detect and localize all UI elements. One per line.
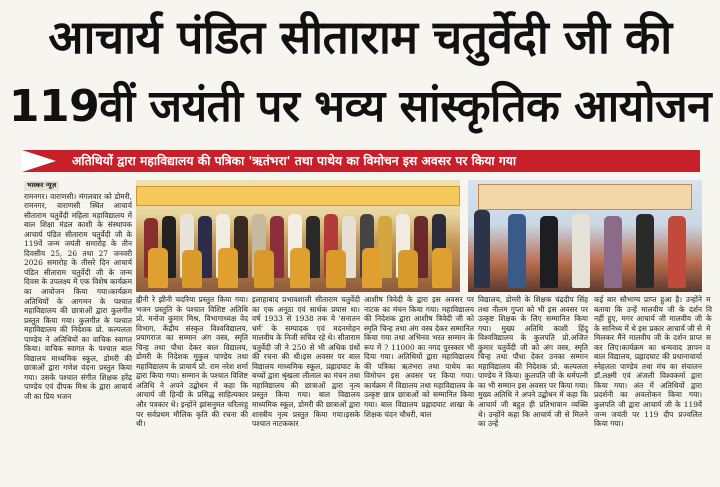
article-column-1 [24, 180, 132, 482]
person-figure [290, 248, 310, 288]
headline-line-2: 119वीं जयंती पर भव्य सांस्कृतिक आयोजन [8, 81, 712, 132]
event-photo-release [468, 180, 702, 292]
article-column-6: कई बार सौभाग्य प्राप्त हुआ है। उन्होंने बताया कि उन्हें मालवीय जी के दर्शन नहीं हुए, मगर आचार्य जी मालवीय जी के सानिध्य में थे इस प्रकार आचार्य जी से मिलकर मैंने मालवीय जी के दर्शन प्राप्त कर लिए।कार्यक्रम का धन्यवाद ज्ञापन बाल विद्यालय, प्रह्लादघाट की प्रधानाचार्या स्नेहलता पाण्डेय तथा मंच का संचालन डॉ.लक्ष्मी एवं अंजली विश्वकर्मा द्वारा किया गया। अंत में अतिथियों द्वारा प्रदर्शनी का अवलोकन किया गया। कुलपति जी द्वारा आचार्य जी के 119वें जन्म जयंती पर 119 दीप प्रज्वलित किया गया। [594, 295, 702, 429]
person-figure [254, 250, 274, 288]
person-figure [572, 214, 590, 288]
byline: भास्कर न्यूज़ [24, 181, 59, 191]
person-figure [604, 216, 622, 288]
stage-backdrop [478, 184, 692, 210]
person-figure [148, 248, 168, 288]
person-figure [636, 214, 654, 288]
article-text-1: रामनगर। वाराणसी। मंगलवार को डोमरी, रामनगर, वाराणसी स्थित आचार्य सीताराम चतुर्वेदी महिला महाविद्यालय में बाल शिक्षा मंडल काशी के संस्थापक आचार्य पंडित सीताराम चतुर्वेदी जी के 119वें जन्म जयंती समारोह के तीन दिवसीय 25, 26 तथा 27 जनवरी 2026 समारोह के तीसरे दिन आचार्य पंडित सीताराम चतुर्वेदी जी के जन्म दिवस के उपलक्ष्य में एक विशेष कार्यक्रम का आयोजन किया गया।कार्यक्रम अतिथियों के आगमन के पश्चात महाविद्यालय की छात्राओं द्वारा कुलगीत प्रस्तुत किया गया। कुलगीत के पश्चात महाविद्यालय की निदेशक प्रो. कल्पलता पाण्डेय ने अतिथियों का वाचिक स्वागत किया। वाचिक स्वागत के पश्चात बाल विद्यालय माध्यमिक स्कूल, डोमरी की छात्राओं द्वारा गणेश वंदना प्रस्तुत किया गया। उसके पश्चात संगीत शिक्षक हरेंद्र पाण्डेय एवं दीपक मिश्र के द्वारा आचार्य जी का प्रिय भजन [24, 191, 132, 402]
event-photo-group [136, 180, 460, 292]
article-column-2: ह्वीनी रे झीनी चदरिया प्रस्तुत किया गया। भजन प्रस्तुति के पश्चात विशिष्ट अतिथि प्रो. मनोज कुमार मिश्र, विभागाध्यक्ष वेद विभाग, केंद्रीय संस्कृत विश्वविद्यालय, प्रयागराज का सम्मान अंग वस्त्र, स्मृति चिन्ह तथा पौधा देकर बाल विद्यालय, डोमरी के निदेशक मुकुल पाण्डेय तथा महाविद्यालय के प्राचार्य प्रो. राम नरेश शर्मा द्वारा किया गया। सम्मान के पश्चात विशिष्ट अतिथि ने अपने उद्बोधन में कहा कि आचार्य जी हिन्दी के प्रसिद्ध साहित्यकार और पत्रकार थे। इन्होंने झांसनुमत चरितरहु पर सर्वप्रथम मौलिक कृति की रचना की थी। [136, 295, 248, 429]
headline-line-1: आचार्य पंडित सीताराम चतुर्वेदी जी की [48, 10, 672, 64]
person-figure [508, 214, 526, 288]
article-column-5: विद्यालय, डोमरी के शिक्षक चंद्रदीप सिंह तथा नीलम गुप्ता को भी इस अवसर पर उत्कृष्ट शिक्षक के लिए सम्मानित किया गया। मुख्य अतिथि काशी हिंदू विश्वविद्यालय के कुलपति प्रो.अजित कुमार चतुर्वेदी जी को अंग वस्त्र, स्मृति चिन्ह तथा पौधा देकर उनका सम्मान महाविद्यालय की निदेशक प्रो. कल्पलता पाण्डेय ने किया। कुलपति जी के धर्मपत्नी का भी सम्मान इस अवसर पर किया गया।मुख्य अतिथि ने अपने उद्बोधन में कहा कि आचार्य जी बहुत ही प्रतिभावान व्यक्ति थे। उन्होंने कहा कि आचार्य जी से मिलने का उन्हें [478, 295, 588, 429]
person-figure [668, 216, 686, 288]
person-figure [362, 248, 382, 288]
banner-arrow-decoration [22, 150, 56, 172]
article-column-3: इलाहाबाद प्रभावशाली सीताराम चतुर्वेदी का एक अनूठा एवं सार्थक प्रयास था। वर्ष 1933 से 1938 तक ये 'सनातन धर्म' के सम्पादक एवं मदनमोहन मालवीय के निजी सचिव रहे थे। सीताराम चतुर्वेदी जी ने 250 से भी अधिक ग्रंथों की रचना की थी।इस अवसर पर बाल विद्यालय माध्यमिक स्कूल, प्रह्लादघाट के बच्चों द्वारा श्रृंखला लीलाल का मंचन तथा महाविद्यालय की छात्राओं द्वारा नृत्य प्रस्तुत किया गया। बाल विद्यालय माध्यमिक स्कूल, डोमरी की छात्राओं द्वारा शास्त्रीय नृत्य प्रस्तुत किया गया।इसके पश्चात नाटककार [252, 295, 360, 429]
subheadline: अतिथियों द्वारा महाविद्यालय की पत्रिका 'ऋतंभरा' तथा पाथेय का विमोचन इस अवसर पर किया गया [72, 154, 517, 168]
stage-backdrop [136, 186, 460, 206]
person-figure [432, 248, 452, 288]
person-figure [474, 210, 490, 288]
person-figure [398, 250, 418, 288]
article-column-7-cropped: म वि के मे स व [706, 295, 713, 352]
person-figure [182, 250, 202, 288]
person-figure [326, 250, 346, 288]
article-column-4: आशीष त्रिवेदी के द्वारा इस अवसर पर नाटक का मंचन किया गया। महाविद्यालय की निदेशक द्वारा आशीष त्रिवेदी जी को स्मृति चिन्ह तथा अंग वस्त्र देकर सम्मानित किया गया तथा अभिनव भरत सम्मान के रूप में ? 11000 का नगद पुरस्कार भी दिया गया। अतिथियों द्वारा महाविद्यालय की पत्रिका ऋतंभरा तथा पाथेय का विमोचन इस अवसर पर किया गया।कार्यक्रम में विद्यालय तथा महाविद्यालय के उत्कृष्ट छात्र छात्राओं को सम्मानित किया गया। बाल विद्यालय प्रह्लादघाट शाखा के शिक्षक चंदन चौधरी, बाल [364, 295, 474, 419]
person-figure [218, 248, 238, 288]
person-figure [540, 216, 558, 288]
